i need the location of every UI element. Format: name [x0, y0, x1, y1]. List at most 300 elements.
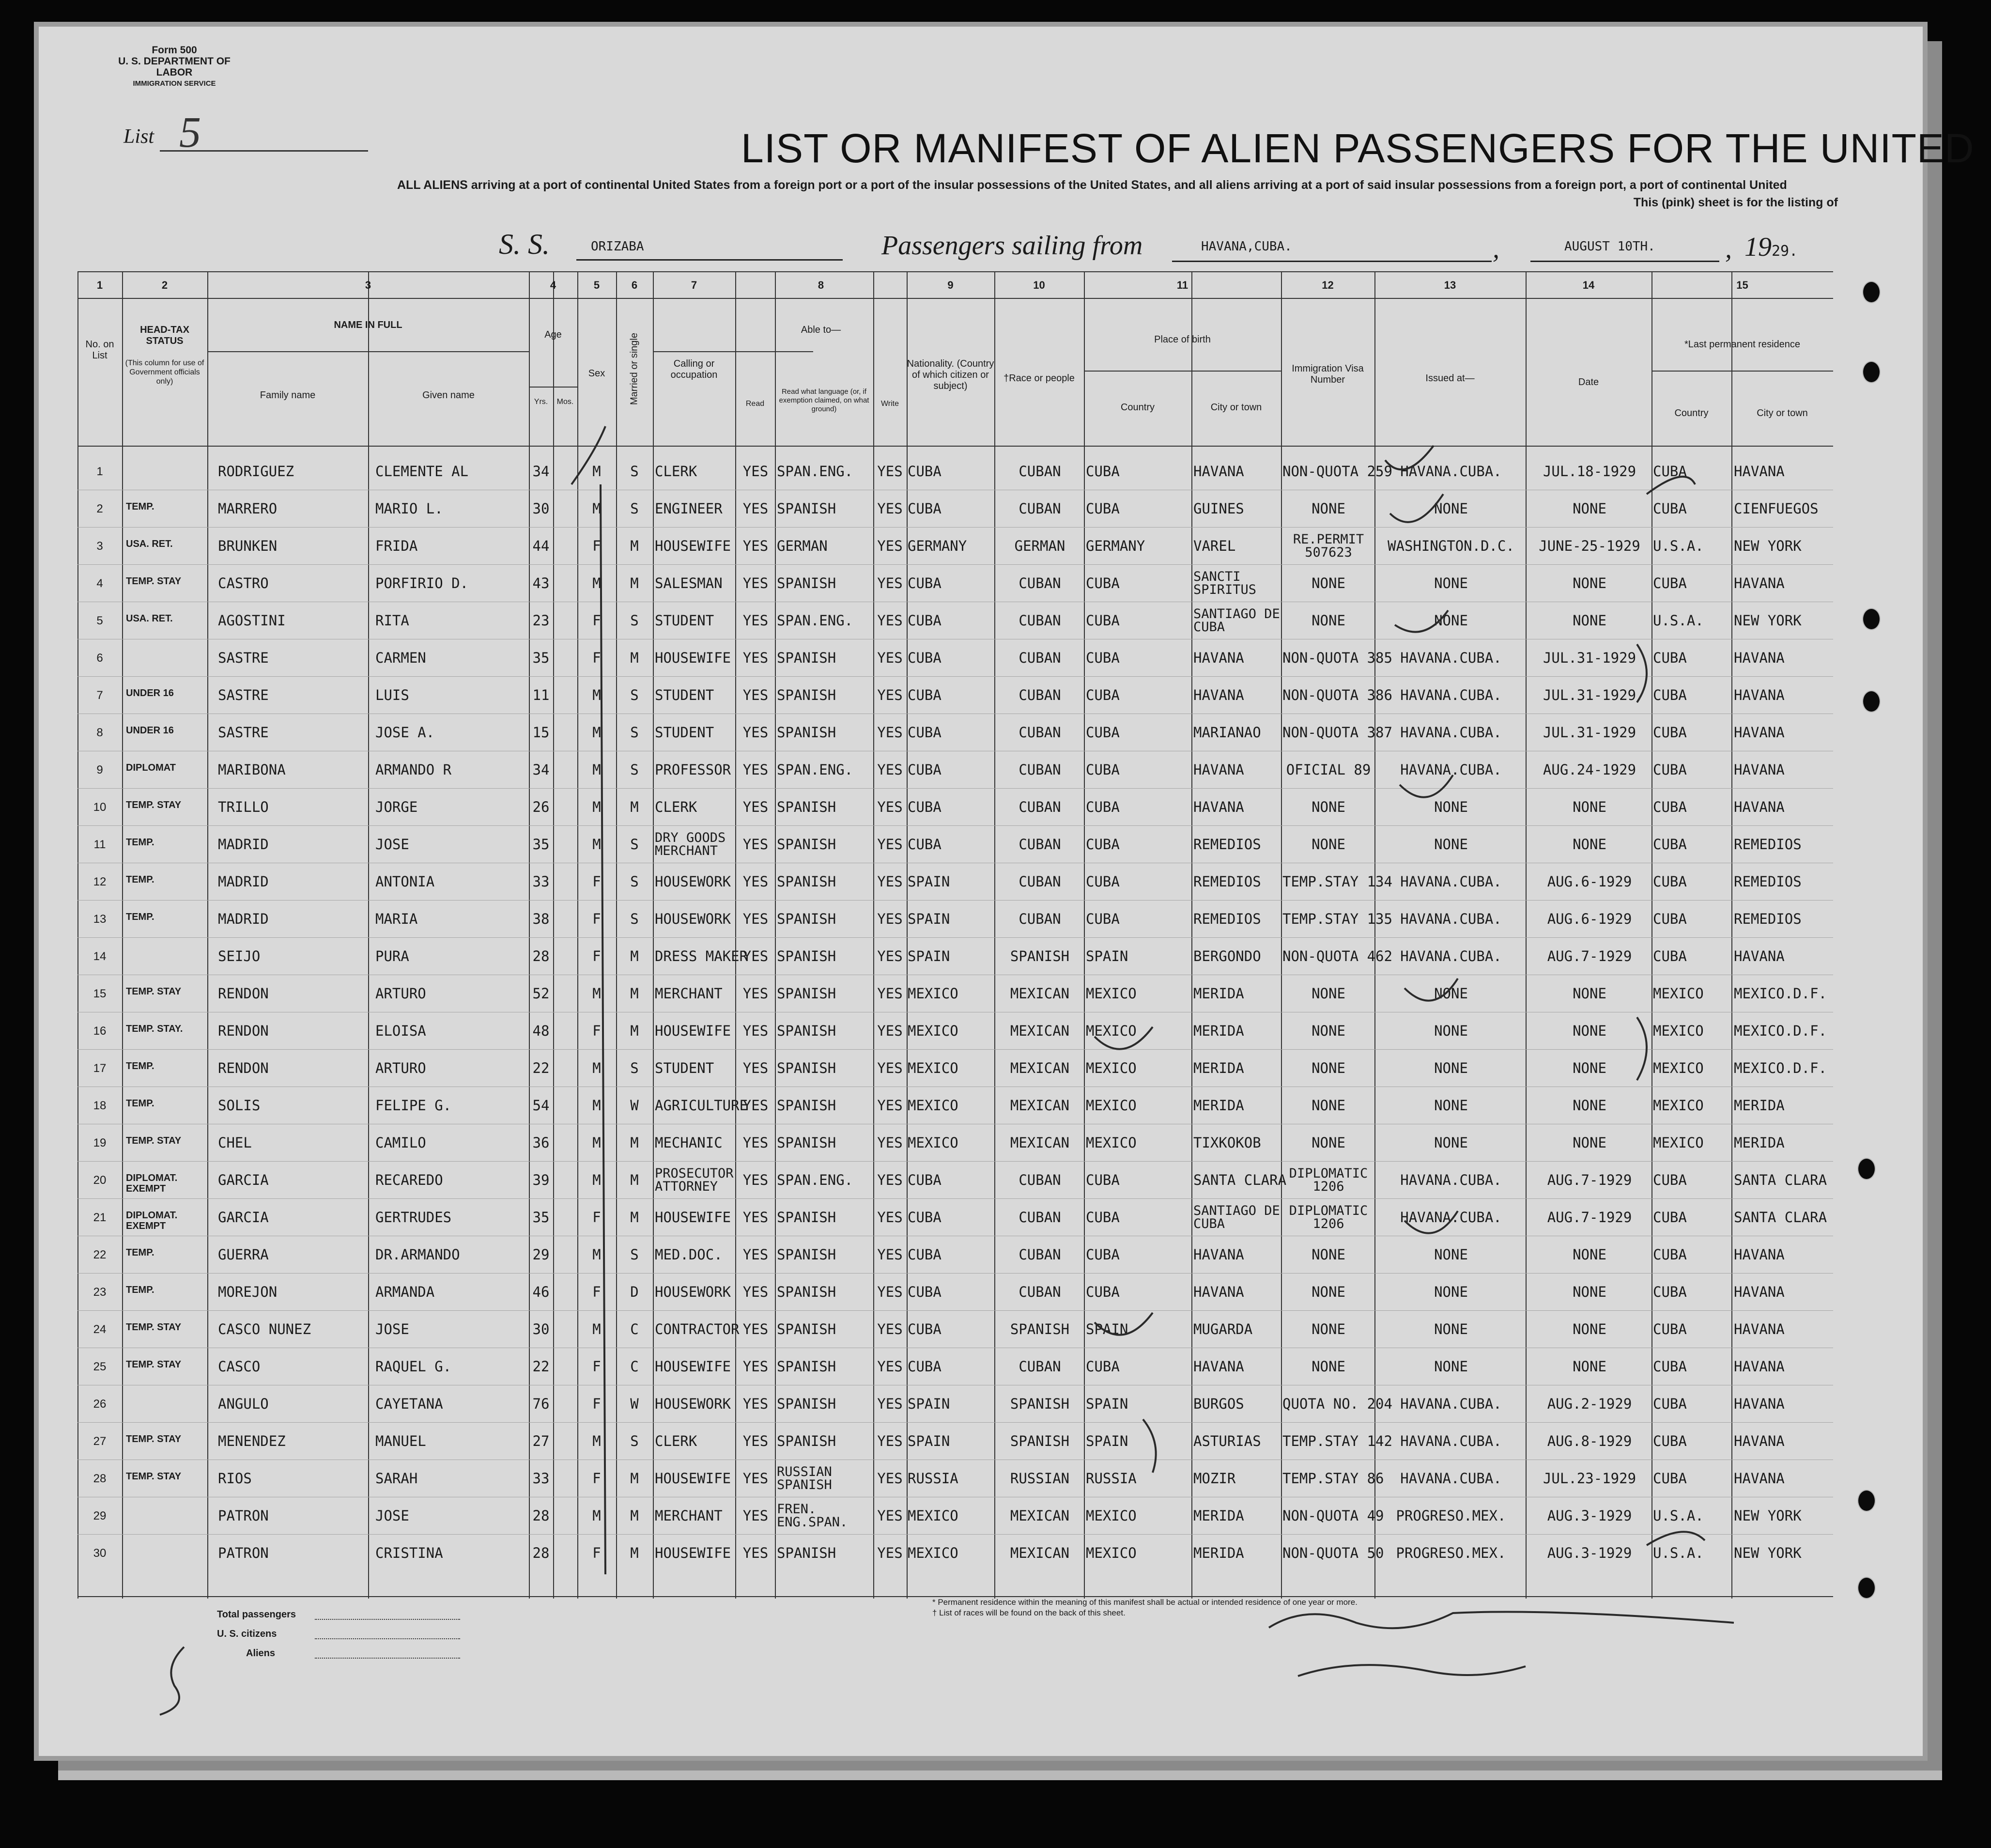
cell-rcity: HAVANA [1734, 948, 1785, 964]
cell-sex: M [592, 724, 601, 741]
cell-issued: HAVANA.CUBA. [1400, 724, 1502, 741]
cell-bcity: HAVANA [1193, 463, 1244, 480]
cell-visa: NONE [1312, 1060, 1345, 1076]
cell-date: NONE [1573, 836, 1606, 853]
cell-bcity: TIXKOKOB [1193, 1134, 1261, 1151]
cell-write: YES [877, 1023, 903, 1039]
cell-date: JUL.18-1929 [1543, 463, 1636, 480]
cell-race: MEXICAN [1010, 1507, 1070, 1524]
cell-nat: CUBA [908, 761, 941, 778]
cell-family: RIOS [218, 1470, 252, 1487]
cell-sex: M [592, 799, 601, 815]
header-calling: Calling or occupation [670, 358, 718, 380]
cell-ms: M [630, 1023, 639, 1039]
cell-bcity: MERIDA [1193, 1097, 1244, 1114]
cell-write: YES [877, 911, 903, 927]
cell-issued: NONE [1434, 1097, 1468, 1114]
cell-read: YES [742, 1284, 769, 1300]
cell-age: 33 [532, 873, 550, 890]
cell-occ: STUDENT [655, 1060, 714, 1076]
cell-tax: TEMP. [126, 1061, 154, 1072]
cell-tax: UNDER 16 [126, 725, 174, 736]
cell-sex: F [592, 1209, 601, 1226]
cell-issued: NONE [1434, 836, 1468, 853]
cell-date: JUL.31-1929 [1543, 650, 1636, 666]
cell-occ: HOUSEWIFE [655, 538, 731, 554]
cell-occ: ENGINEER [655, 500, 723, 517]
cell-rc: CUBA [1653, 724, 1687, 741]
cell-race: MEXICAN [1010, 1060, 1070, 1076]
cell-read: YES [742, 948, 769, 964]
cell-occ: HOUSEWIFE [655, 1209, 731, 1226]
cell-tax: TEMP. [126, 874, 154, 885]
footnote-residence: * Permanent residence within the meaning of this manifest shall be actual or intended residence of one year or more. [932, 1598, 1358, 1607]
cell-visa: NON-QUOTA 49 [1282, 1507, 1384, 1524]
header-married: Married or single [629, 333, 640, 405]
subtitle-1: ALL ALIENS arriving at a port of continental United States from a foreign port or a port of the insular possessions of the United States, and all aliens arriving at a port of said insular possessions from a foreign port, a port of continental United [397, 178, 1787, 192]
cell-race: CUBAN [1019, 575, 1061, 591]
cell-occ: HOUSEWIFE [655, 1545, 731, 1561]
cell-occ: HOUSEWIFE [655, 1358, 731, 1375]
list-number: 5 [179, 109, 201, 156]
cell-race: MEXICAN [1010, 1545, 1070, 1561]
cell-write: YES [877, 1396, 903, 1412]
cell-family: MADRID [218, 836, 269, 853]
cell-rc: U.S.A. [1653, 1545, 1704, 1561]
cell-read: YES [742, 463, 769, 480]
header-place-of-birth: Place of birth [1154, 334, 1211, 345]
cell-write: YES [877, 948, 903, 964]
cell-no: 26 [93, 1398, 107, 1411]
cell-lang: SPANISH [777, 985, 836, 1002]
cell-rcity: HAVANA [1734, 799, 1785, 815]
header-age: Age [544, 329, 562, 340]
cell-bc: CUBA [1086, 873, 1120, 890]
header-able-to: Able to— [801, 325, 841, 335]
cell-age: 11 [532, 687, 550, 703]
cell-bcity: MERIDA [1193, 1060, 1244, 1076]
cell-given: RAQUEL G. [375, 1358, 452, 1375]
cell-bc: MEXICO [1086, 1023, 1137, 1039]
cell-lang: GERMAN [777, 538, 828, 554]
cell-no: 14 [93, 950, 107, 963]
cell-given: ARMANDO R [375, 761, 452, 778]
cell-date: NONE [1573, 799, 1606, 815]
cell-ms: S [630, 911, 639, 927]
cell-family: RENDON [218, 1023, 269, 1039]
cell-nat: CUBA [908, 836, 941, 853]
cell-issued: HAVANA.CUBA. [1400, 761, 1502, 778]
cell-date: AUG.8-1929 [1547, 1433, 1632, 1449]
cell-no: 7 [96, 689, 103, 702]
cell-rc: CUBA [1653, 650, 1687, 666]
cell-age: 35 [532, 1209, 550, 1226]
cell-rcity: HAVANA [1734, 575, 1785, 591]
cell-lang: SPANISH [777, 1060, 836, 1076]
cell-age: 22 [532, 1358, 550, 1375]
cell-bcity: MOZIR [1193, 1470, 1236, 1487]
cell-occ: CONTRACTOR [655, 1321, 740, 1337]
cell-date: AUG.24-1929 [1543, 761, 1636, 778]
cell-given: ARTURO [375, 985, 426, 1002]
cell-visa: TEMP.STAY 134 [1282, 873, 1392, 890]
cell-read: YES [742, 1433, 769, 1449]
cell-occ: MERCHANT [655, 1507, 723, 1524]
cell-rcity: NEW YORK [1734, 538, 1802, 554]
header-birth-city: City or town [1210, 402, 1262, 413]
cell-tax: DIPLOMAT. EXEMPT [126, 1210, 178, 1231]
header-birth-country: Country [1120, 402, 1155, 413]
cell-no: 19 [93, 1136, 107, 1149]
cell-rcity: CIENFUEGOS [1734, 500, 1819, 517]
cell-age: 46 [532, 1284, 550, 1300]
cell-family: TRILLO [218, 799, 269, 815]
cell-bc: CUBA [1086, 500, 1120, 517]
cell-age: 39 [532, 1172, 550, 1188]
cell-date: NONE [1573, 1097, 1606, 1114]
cell-age: 38 [532, 911, 550, 927]
cell-visa: TEMP.STAY 86 [1282, 1470, 1384, 1487]
cell-read: YES [742, 1134, 769, 1151]
cell-bc: SPAIN [1086, 1433, 1128, 1449]
col-number: 6 [631, 279, 638, 291]
cell-bc: SPAIN [1086, 948, 1128, 964]
cell-lang: RUSSIAN SPANISH [777, 1464, 832, 1492]
cell-write: YES [877, 650, 903, 666]
cell-issued: PROGRESO.MEX. [1396, 1545, 1506, 1561]
cell-visa: NON-QUOTA 259 [1282, 463, 1392, 480]
cell-rc: MEXICO [1653, 1023, 1704, 1039]
cell-given: RITA [375, 612, 409, 629]
cell-no: 6 [96, 652, 103, 665]
cell-no: 17 [93, 1062, 107, 1075]
cell-write: YES [877, 463, 903, 480]
cell-given: CLEMENTE AL [375, 463, 469, 480]
cell-sex: M [592, 500, 601, 517]
col-number: 9 [947, 279, 954, 291]
cell-ms: S [630, 1060, 639, 1076]
cell-write: YES [877, 1060, 903, 1076]
cell-read: YES [742, 1396, 769, 1412]
cell-race: MEXICAN [1010, 1134, 1070, 1151]
cell-race: CUBAN [1019, 873, 1061, 890]
cell-given: FRIDA [375, 538, 418, 554]
cell-visa: NONE [1312, 836, 1345, 853]
cell-write: YES [877, 538, 903, 554]
cell-rcity: REMEDIOS [1734, 836, 1802, 853]
signature-stroke [1269, 1612, 1734, 1629]
cell-write: YES [877, 836, 903, 853]
cell-write: YES [877, 1545, 903, 1561]
cell-sex: F [592, 650, 601, 666]
cell-given: MARIA [375, 911, 418, 927]
cell-read: YES [742, 1060, 769, 1076]
cell-age: 30 [532, 500, 550, 517]
cell-occ: HOUSEWORK [655, 911, 731, 927]
header-read: Read [745, 400, 765, 408]
col-number: 14 [1582, 279, 1595, 291]
cell-race: CUBAN [1019, 1246, 1061, 1263]
cell-visa: NONE [1312, 1246, 1345, 1263]
col-number: 13 [1444, 279, 1456, 291]
cell-ms: S [630, 1246, 639, 1263]
cell-occ: HOUSEWORK [655, 873, 731, 890]
cell-issued: HAVANA.CUBA. [1400, 1470, 1502, 1487]
cell-family: MARRERO [218, 500, 278, 517]
cell-write: YES [877, 575, 903, 591]
cell-bcity: MERIDA [1193, 985, 1244, 1002]
cell-date: NONE [1573, 1358, 1606, 1375]
cell-bcity: MARIANAO [1193, 724, 1261, 741]
header-yrs: Yrs. [534, 398, 548, 406]
cell-given: ELOISA [375, 1023, 426, 1039]
cell-race: CUBAN [1019, 463, 1061, 480]
cell-sex: M [592, 687, 601, 703]
cell-nat: CUBA [908, 612, 941, 629]
cell-visa: NONE [1312, 575, 1345, 591]
cell-age: 44 [532, 538, 550, 554]
header-sex: Sex [588, 368, 605, 379]
cell-family: CASCO NUNEZ [218, 1321, 311, 1337]
cell-issued: HAVANA.CUBA. [1400, 873, 1502, 890]
cell-issued: PROGRESO.MEX. [1396, 1507, 1506, 1524]
cell-tax: TEMP. [126, 1247, 154, 1258]
cell-ms: M [630, 575, 639, 591]
cell-rcity: SANTA CLARA [1734, 1209, 1827, 1226]
cell-tax: TEMP. STAY [126, 1471, 182, 1482]
cell-sex: F [592, 1023, 601, 1039]
cell-issued: WASHINGTON.D.C. [1388, 538, 1514, 554]
cell-issued: HAVANA.CUBA. [1400, 1172, 1502, 1188]
cell-no: 3 [96, 540, 103, 553]
cell-nat: MEXICO [908, 1023, 958, 1039]
cell-bcity: REMEDIOS [1193, 836, 1261, 853]
cell-issued: NONE [1434, 985, 1468, 1002]
col-number: 5 [593, 279, 600, 291]
cell-sex: M [592, 1433, 601, 1449]
cell-rc: CUBA [1653, 1358, 1687, 1375]
cell-rcity: MEXICO.D.F. [1734, 1060, 1827, 1076]
cell-family: SASTRE [218, 650, 269, 666]
cell-bcity: HAVANA [1193, 1246, 1244, 1263]
cell-age: 30 [532, 1321, 550, 1337]
cell-race: CUBAN [1019, 500, 1061, 517]
cell-bcity: SANTIAGO DE CUBA [1193, 1203, 1280, 1231]
cell-issued: HAVANA.CUBA. [1400, 1209, 1502, 1226]
cell-race: CUBAN [1019, 911, 1061, 927]
cell-visa: NONE [1312, 1321, 1345, 1337]
cell-bc: MEXICO [1086, 1545, 1137, 1561]
subtitle-2: This (pink) sheet is for the listing of [1633, 196, 1838, 209]
cell-nat: CUBA [908, 1172, 941, 1188]
cell-date: NONE [1573, 985, 1606, 1002]
cell-nat: CUBA [908, 1209, 941, 1226]
cell-race: MEXICAN [1010, 1023, 1070, 1039]
cell-race: SPANISH [1010, 1396, 1070, 1412]
cell-tax: TEMP. STAY [126, 1322, 182, 1333]
cell-read: YES [742, 575, 769, 591]
cell-lang: SPANISH [777, 948, 836, 964]
cell-rc: CUBA [1653, 1470, 1687, 1487]
cell-tax: TEMP. [126, 837, 154, 848]
cell-nat: CUBA [908, 650, 941, 666]
cell-tax: TEMP. [126, 912, 154, 922]
cell-bcity: SANCTI SPIRITUS [1193, 569, 1257, 597]
cell-visa: NONE [1312, 1023, 1345, 1039]
header-name-in-full: NAME IN FULL [334, 320, 402, 330]
ship-name: ORIZABA [591, 239, 644, 254]
cell-family: MADRID [218, 873, 269, 890]
cell-race: CUBAN [1019, 650, 1061, 666]
cell-race: CUBAN [1019, 836, 1061, 853]
cell-race: CUBAN [1019, 1172, 1061, 1188]
cell-read: YES [742, 911, 769, 927]
cell-visa: TEMP.STAY 142 [1282, 1433, 1392, 1449]
cell-read: YES [742, 873, 769, 890]
cell-given: JOSE [375, 1321, 409, 1337]
cell-rcity: HAVANA [1734, 650, 1785, 666]
cell-lang: SPAN.ENG. [777, 612, 853, 629]
cell-occ: DRY GOODS MERCHANT [655, 830, 726, 858]
cell-bc: MEXICO [1086, 1097, 1137, 1114]
cell-issued: HAVANA.CUBA. [1400, 911, 1502, 927]
cell-rcity: HAVANA [1734, 1433, 1785, 1449]
cell-ms: M [630, 1209, 639, 1226]
cell-family: CHEL [218, 1134, 252, 1151]
cell-rc: CUBA [1653, 687, 1687, 703]
cell-nat: CUBA [908, 500, 941, 517]
cell-visa: NON-QUOTA 385 [1282, 650, 1392, 666]
header-mos: Mos. [556, 398, 574, 406]
cell-bc: CUBA [1086, 724, 1120, 741]
cell-date: AUG.7-1929 [1547, 1209, 1632, 1226]
cell-write: YES [877, 1209, 903, 1226]
cell-family: RENDON [218, 985, 269, 1002]
cell-write: YES [877, 1246, 903, 1263]
cell-given: CARMEN [375, 650, 426, 666]
cell-ms: S [630, 724, 639, 741]
col-number: 15 [1736, 279, 1748, 291]
header-head-tax-note: (This column for use of Government officials only) [125, 359, 204, 386]
cell-given: MARIO L. [375, 500, 443, 517]
cell-race: RUSSIAN [1010, 1470, 1070, 1487]
cell-age: 33 [532, 1470, 550, 1487]
cell-write: YES [877, 500, 903, 517]
cell-issued: HAVANA.CUBA. [1400, 1396, 1502, 1412]
cell-given: DR.ARMANDO [375, 1246, 460, 1263]
ss-label: S. S. [499, 228, 550, 260]
cell-read: YES [742, 1545, 769, 1561]
cell-age: 76 [532, 1396, 550, 1412]
cell-occ: CLERK [655, 799, 697, 815]
cell-family: PATRON [218, 1545, 269, 1561]
cell-rcity: HAVANA [1734, 687, 1785, 703]
cell-sex: M [592, 985, 601, 1002]
cell-ms: M [630, 1507, 639, 1524]
cell-ms: S [630, 761, 639, 778]
header-nationality: Nationality. (Country of which citizen or subject) [907, 358, 994, 391]
cell-bc: CUBA [1086, 1209, 1120, 1226]
cell-lang: SPANISH [777, 873, 836, 890]
cell-rcity: HAVANA [1734, 1396, 1785, 1412]
cell-sex: F [592, 1358, 601, 1375]
cell-age: 35 [532, 650, 550, 666]
pen-stroke [1647, 477, 1705, 1545]
cell-write: YES [877, 985, 903, 1002]
cell-rc: CUBA [1653, 799, 1687, 815]
cell-write: YES [877, 1284, 903, 1300]
cell-occ: HOUSEWIFE [655, 1470, 731, 1487]
cell-race: MEXICAN [1010, 985, 1070, 1002]
cell-race: CUBAN [1019, 799, 1061, 815]
cell-bcity: MERIDA [1193, 1545, 1244, 1561]
cell-bcity: HAVANA [1193, 1358, 1244, 1375]
pen-stroke [1405, 978, 1458, 1233]
cell-write: YES [877, 1172, 903, 1188]
cell-family: SASTRE [218, 724, 269, 741]
cell-issued: NONE [1434, 799, 1468, 815]
cell-bcity: BERGONDO [1193, 948, 1261, 964]
cell-race: CUBAN [1019, 1284, 1061, 1300]
cell-date: AUG.7-1929 [1547, 948, 1632, 964]
cell-lang: SPANISH [777, 687, 836, 703]
cell-bc: CUBA [1086, 836, 1120, 853]
cell-ms: S [630, 500, 639, 517]
cell-sex: M [592, 1172, 601, 1188]
cell-bcity: HAVANA [1193, 1284, 1244, 1300]
cell-lang: SPANISH [777, 575, 836, 591]
cell-read: YES [742, 650, 769, 666]
cell-ms: C [630, 1358, 639, 1375]
cell-age: 22 [532, 1060, 550, 1076]
cell-rc: CUBA [1653, 1209, 1687, 1226]
form-number: Form 500 [152, 45, 197, 56]
cell-bc: RUSSIA [1086, 1470, 1137, 1487]
cell-nat: CUBA [908, 687, 941, 703]
cell-bcity: MERIDA [1193, 1023, 1244, 1039]
cell-tax: TEMP. STAY [126, 1434, 182, 1444]
cell-family: CASTRO [218, 575, 269, 591]
cell-occ: STUDENT [655, 612, 714, 629]
cell-given: LUIS [375, 687, 409, 703]
cell-visa: DIPLOMATIC 1206 [1289, 1203, 1368, 1231]
cell-date: AUG.3-1929 [1547, 1545, 1632, 1561]
cell-no: 28 [93, 1472, 107, 1485]
cell-ms: M [630, 538, 639, 554]
cell-no: 27 [93, 1435, 107, 1448]
cell-given: CRISTINA [375, 1545, 443, 1561]
cell-issued: HAVANA.CUBA. [1400, 650, 1502, 666]
cell-rcity: REMEDIOS [1734, 873, 1802, 890]
cell-write: YES [877, 1321, 903, 1337]
cell-family: BRUNKEN [218, 538, 278, 554]
cell-date: AUG.6-1929 [1547, 873, 1632, 890]
cell-race: CUBAN [1019, 761, 1061, 778]
cell-occ: STUDENT [655, 687, 714, 703]
cell-date: NONE [1573, 500, 1606, 517]
cell-rc: CUBA [1653, 948, 1687, 964]
cell-nat: GERMANY [908, 538, 967, 554]
cell-date: JUL.23-1929 [1543, 1470, 1636, 1487]
cell-date: NONE [1573, 612, 1606, 629]
cell-nat: SPAIN [908, 911, 950, 927]
cell-issued: NONE [1434, 575, 1468, 591]
cell-family: SASTRE [218, 687, 269, 703]
cell-no: 22 [93, 1248, 107, 1261]
list-label: List [123, 125, 154, 148]
cell-rcity: HAVANA [1734, 1284, 1785, 1300]
service: IMMIGRATION SERVICE [133, 79, 216, 88]
